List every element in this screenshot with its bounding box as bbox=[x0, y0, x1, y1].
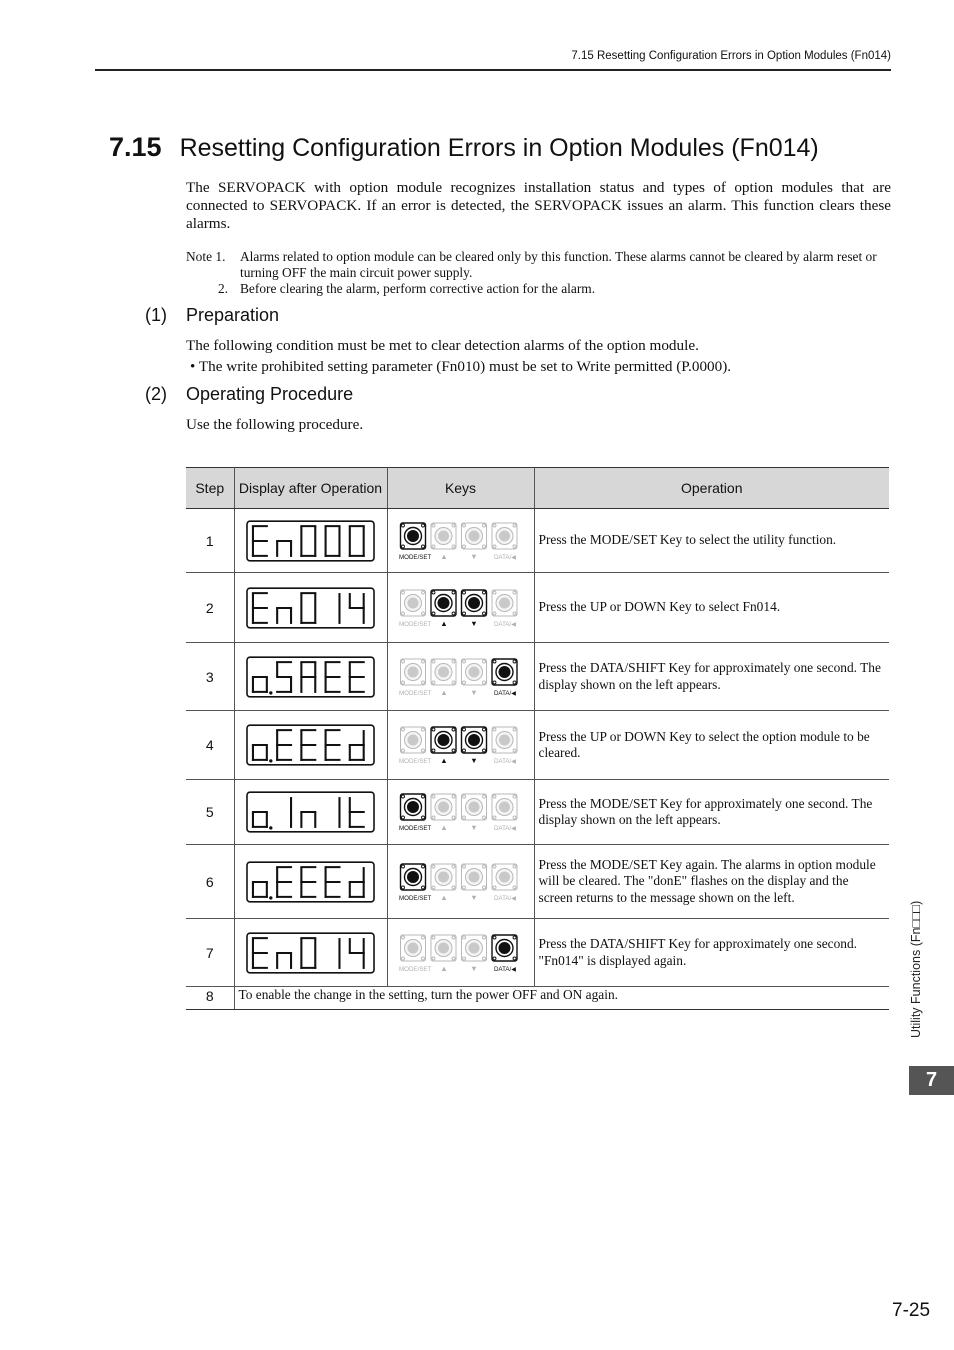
key-label: ▲ bbox=[439, 618, 448, 628]
down-key bbox=[461, 590, 486, 616]
note-label: 2. bbox=[217, 281, 228, 296]
table-row bbox=[186, 711, 889, 780]
operation-cell: Press the UP or DOWN Key to select Fn014. bbox=[534, 573, 889, 643]
step-cell: 1 bbox=[186, 509, 234, 573]
key-label: MODE/SET bbox=[398, 758, 431, 765]
segment-display bbox=[246, 932, 375, 974]
preparation-text: The following condition must be met to clear detection alarms of the option module. bbox=[186, 337, 699, 354]
procedure-heading bbox=[145, 384, 353, 405]
key-label: MODE/SET bbox=[398, 965, 431, 973]
chapter-side-label bbox=[905, 870, 925, 1040]
note-text: Alarms related to option module can be cleared only by this function. These alarms cannot be cleared by alarm reset or turning OFF the main circuit power supply. bbox=[240, 249, 877, 280]
keys-cell bbox=[387, 919, 534, 987]
key-label: ▼ bbox=[469, 551, 478, 561]
keys-cell bbox=[387, 780, 534, 845]
key-label: ▼ bbox=[469, 618, 478, 628]
section-title bbox=[109, 132, 819, 163]
key-label: DATA/◀ bbox=[493, 620, 516, 628]
data-shift-key bbox=[492, 727, 517, 753]
subsection-title: Preparation bbox=[186, 305, 280, 325]
operation-cell: Press the DATA/SHIFT Key for approximately one second. The display shown on the left appears. bbox=[534, 643, 889, 711]
up-key bbox=[431, 935, 456, 961]
keypad-diagram bbox=[399, 788, 523, 836]
operation-cell: Press the MODE/SET Key for approximately one second. The display shown on the left appears. bbox=[534, 780, 889, 845]
display-cell bbox=[234, 643, 387, 711]
keypad-diagram bbox=[399, 517, 523, 565]
segment-display bbox=[246, 587, 375, 629]
step-cell: 3 bbox=[186, 643, 234, 711]
header-operation: Operation bbox=[534, 468, 889, 509]
up-key bbox=[431, 523, 456, 549]
decimal-point bbox=[269, 759, 272, 762]
key-label: MODE/SET bbox=[398, 689, 431, 697]
decimal-point bbox=[269, 691, 272, 694]
operation-cell: Press the UP or DOWN Key to select the option module to be cleared. bbox=[534, 711, 889, 780]
mode-set-key bbox=[400, 659, 425, 685]
up-key bbox=[431, 794, 456, 820]
mode-set-key bbox=[400, 727, 425, 753]
key-label: ▼ bbox=[469, 963, 478, 973]
segment-display bbox=[246, 791, 375, 833]
display-cell bbox=[234, 711, 387, 780]
key-label: ▲ bbox=[439, 823, 448, 832]
display-cell bbox=[234, 780, 387, 845]
section-heading: Resetting Configuration Errors in Option Modules (Fn014) bbox=[179, 134, 819, 162]
keys-cell bbox=[387, 509, 534, 573]
keypad-diagram bbox=[399, 929, 523, 977]
procedure-table bbox=[186, 467, 889, 1010]
key-label: DATA/◀ bbox=[493, 825, 516, 832]
procedure-text: Use the following procedure. bbox=[186, 416, 364, 433]
mode-set-key bbox=[400, 590, 425, 616]
display-cell bbox=[234, 845, 387, 919]
up-key bbox=[431, 590, 456, 616]
key-label: ▲ bbox=[439, 892, 448, 902]
data-shift-key bbox=[492, 659, 517, 685]
keypad-diagram bbox=[399, 584, 523, 632]
segment-display bbox=[246, 724, 375, 766]
keys-cell bbox=[387, 573, 534, 643]
data-shift-key bbox=[492, 864, 517, 890]
operation-cell: Press the MODE/SET Key to select the utility function. bbox=[534, 509, 889, 573]
table-row bbox=[186, 780, 889, 845]
keys-cell bbox=[387, 845, 534, 919]
final-instruction: To enable the change in the setting, turn the power OFF and ON again. bbox=[234, 987, 889, 1010]
data-shift-key bbox=[492, 794, 517, 820]
display-cell bbox=[234, 509, 387, 573]
key-label: MODE/SET bbox=[398, 825, 431, 832]
subsection-number: (1) bbox=[145, 305, 167, 325]
mode-set-key bbox=[400, 864, 425, 890]
preparation-bullet: • The write prohibited setting parameter (Fn010) must be set to Write permitted (P.0000). bbox=[190, 358, 732, 375]
key-label: ▼ bbox=[469, 892, 478, 902]
mode-set-key bbox=[400, 794, 425, 820]
note-text: Before clearing the alarm, perform corrective action for the alarm. bbox=[240, 281, 596, 296]
key-label: ▼ bbox=[469, 756, 478, 765]
down-key bbox=[461, 523, 486, 549]
keys-cell bbox=[387, 711, 534, 780]
side-label-text: Utility Functions (Fn□□□) bbox=[909, 900, 923, 1038]
chapter-tab: 7 bbox=[909, 1066, 954, 1095]
key-label: DATA/◀ bbox=[493, 965, 516, 973]
step-cell: 6 bbox=[186, 845, 234, 919]
down-key bbox=[461, 659, 486, 685]
header-keys: Keys bbox=[387, 468, 534, 509]
keypad-diagram bbox=[399, 721, 523, 769]
operation-cell: Press the MODE/SET Key again. The alarms in option module will be cleared. The "donE" flashes on the display and the screen returns to the message shown on the left. bbox=[534, 845, 889, 919]
preparation-heading bbox=[145, 305, 279, 326]
note-label: Note 1. bbox=[186, 249, 226, 264]
down-key bbox=[461, 727, 486, 753]
key-label: DATA/◀ bbox=[493, 758, 516, 765]
header-display: Display after Operation bbox=[234, 468, 387, 509]
key-label: DATA/◀ bbox=[493, 689, 516, 697]
running-header: 7.15 Resetting Configuration Errors in Option Modules (Fn014) bbox=[571, 50, 891, 62]
down-key bbox=[461, 794, 486, 820]
data-shift-key bbox=[492, 590, 517, 616]
table-row bbox=[186, 643, 889, 711]
step-cell: 4 bbox=[186, 711, 234, 780]
up-key bbox=[431, 727, 456, 753]
table-row bbox=[186, 509, 889, 573]
table-row bbox=[186, 573, 889, 643]
key-label: ▲ bbox=[439, 756, 448, 765]
subsection-number: (2) bbox=[145, 384, 167, 404]
page-number: 7-25 bbox=[892, 1300, 931, 1321]
up-key bbox=[431, 864, 456, 890]
mode-set-key bbox=[400, 523, 425, 549]
decimal-point bbox=[269, 896, 272, 899]
step-cell: 8 bbox=[186, 987, 234, 1010]
decimal-point bbox=[269, 826, 272, 829]
display-cell bbox=[234, 919, 387, 987]
key-label: DATA/◀ bbox=[493, 553, 516, 561]
key-label: ▼ bbox=[469, 823, 478, 832]
note-2 bbox=[186, 281, 891, 297]
table-row bbox=[186, 919, 889, 987]
header-step: Step bbox=[186, 468, 234, 509]
segment-display bbox=[246, 861, 375, 903]
up-key bbox=[431, 659, 456, 685]
table-header-row bbox=[186, 468, 889, 509]
step-cell: 2 bbox=[186, 573, 234, 643]
key-label: ▼ bbox=[469, 687, 478, 697]
down-key bbox=[461, 935, 486, 961]
step-cell: 7 bbox=[186, 919, 234, 987]
key-label: ▲ bbox=[439, 963, 448, 973]
table-row bbox=[186, 845, 889, 919]
key-label: ▲ bbox=[439, 687, 448, 697]
header-rule bbox=[95, 69, 891, 71]
intro-paragraph: The SERVOPACK with option module recognizes installation status and types of option modules that are connected to SERVOPACK. If an error is detected, the SERVOPACK issues an alarm. This function clears these alarms. bbox=[186, 179, 891, 232]
keypad-diagram bbox=[399, 858, 523, 906]
table-row-final bbox=[186, 987, 889, 1010]
data-shift-key bbox=[492, 935, 517, 961]
segment-display bbox=[246, 520, 375, 562]
step-cell: 5 bbox=[186, 780, 234, 845]
key-label: MODE/SET bbox=[398, 894, 431, 902]
note-1 bbox=[186, 249, 891, 281]
operation-cell: Press the DATA/SHIFT Key for approximately one second. "Fn014" is displayed again. bbox=[534, 919, 889, 987]
section-number: 7.15 bbox=[109, 132, 162, 162]
key-label: DATA/◀ bbox=[493, 894, 516, 902]
keys-cell bbox=[387, 643, 534, 711]
subsection-title: Operating Procedure bbox=[186, 384, 354, 404]
mode-set-key bbox=[400, 935, 425, 961]
keypad-diagram bbox=[399, 653, 523, 701]
notes bbox=[186, 249, 891, 297]
display-cell bbox=[234, 573, 387, 643]
segment-display bbox=[246, 656, 375, 698]
key-label: ▲ bbox=[439, 551, 448, 561]
down-key bbox=[461, 864, 486, 890]
key-label: MODE/SET bbox=[398, 620, 431, 628]
data-shift-key bbox=[492, 523, 517, 549]
key-label: MODE/SET bbox=[398, 553, 431, 561]
